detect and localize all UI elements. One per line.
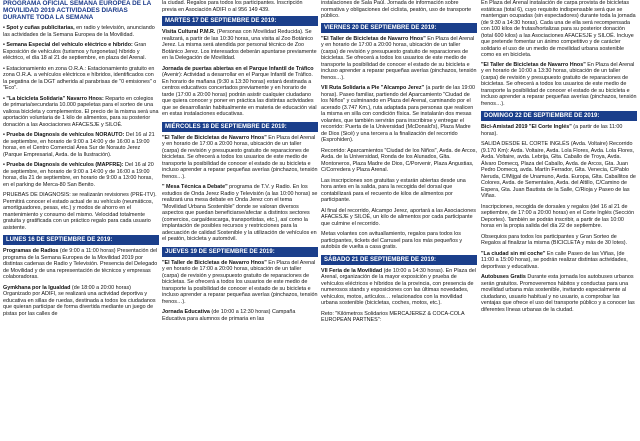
program-entry [481,124,637,137]
entry-text: (a partir de las 19:00 horas). Paseo familiar, partiendo del Aparcamiento "Ciudad de los Niños" y culminando en Plaza del Arenal, caminando por el acerado (3.747 Km.), ruta adaptada para personas que realicen la misma en silla con condición física. Se instalarán dos mesas volantes, que también servirán para inscribirse y entregar el recorrido: Puerta de la Universidad (McDonald's), Plaza Madre de Dios (Sicé) y una tercera a la finalización del recorrido (Esprohiden). [321,85,476,143]
entry-heading: Autobuses Gratis [481,274,526,280]
entry-heading: • Semana Especial del vehículo eléctrico e híbrido: [3,42,133,48]
entry-text: Reparto en colegios de primaria/secundaria 10.000 papeletas para el sorteo de una valiosa bicicleta y complementos. El precio de la misma será una aportación voluntaria de 1 kilo de alimentos, para su posterior donación a las Asociaciones AFACESJE y SILOÉ. [3,95,159,128]
entry-heading: • "La bicicleta Solidaria" Navarro Hnos: [3,95,104,102]
entry-text: Metas volantes con avituallamiento, regalos para todos los participantes, tickets del Carrusel para los más pequeños y autobús de vuelta a casa gratis. [321,231,463,250]
col4-items-1 [481,62,637,108]
program-entry [3,42,159,62]
col2-intro: la ciudad. Regalos para todos los participantes. Inscripción previa en Asociación ADIFI o al 956 149 439. [162,0,303,13]
program-entry [3,162,159,188]
program-entry [321,311,477,324]
col2-items-2 [162,135,318,243]
column-1 [3,0,159,441]
col1-items [3,25,159,231]
program-entry [481,141,637,200]
entry-heading: VII Feria de la Movilidad [321,267,383,274]
program-entry [3,285,159,318]
entry-heading: Visita Cultural P.M.R. [162,29,216,35]
entry-heading: Gymkhana por la Igualdad [3,284,71,291]
entry-text: En Plaza del Arenal y en horario de 17:00 a 20:00 horas, ubicación de un taller (carpa) de revisión y presupuesto gratuito de reparaciones de bicicletas. Se ofrecerá a todos los usuarios de este medio de transporte la posibilidad de conocer el estado de su bicicleta e incluso aprender a reparar pequeñas averías (pinchazos, tensión frenos…). [162,259,318,305]
program-entry [162,29,318,62]
program-entry [321,36,477,82]
column-4 [481,0,637,441]
day-header-thursday: JUEVES 19 DE SEPTIEMBRE DE 2019: [162,247,318,257]
entry-text: programa de T.V. y Radio. En los estudios de Onda Jerez Radio y Televisión (a las 10:00 horas) se realizará una mesa debate en Onda Jerez con el tema "Movilidad Urbana Sostenible" donde se valoran diversos aspectos que puedan beneficiarse/afectar a distintos sectores (comercios, carga/descarga, transportistas, etc.), así como la implantación de posibles recursos y restricciones para la adecuación de calidad Sostenible y la utilización de vehículos en el peatón, bicicleta y automóvil. [162,184,318,242]
day-header-sunday: DOMINGO 22 DE SEPTIEMBRE DE 2019: [481,111,637,121]
entry-heading: Jornada Educativa [162,309,210,315]
entry-text: Del 16 al 21 de septiembre, en horario de 9:00 a 14:00 y de 16:00 a 19:00 horas, en el Centro Comercial Área Sur de Norauto Jerez (Parque Empresarial, Avda. de la Ilustración). [3,132,155,158]
entry-heading: "El Taller de Bicicletas de Navarro Hnos" [162,134,267,141]
entry-text: Al final del recorrido, Alcampo Jerez, aportará a las Asociaciones AFACESJE y SILOÉ, un kilo de alimentos por cada participante que culmine el recorrido. [321,207,476,227]
program-entry [3,96,159,129]
entry-heading: • Spot y cuñas publicitarias, [3,25,75,31]
entry-heading: Programas de Radios [3,248,59,254]
column-3 [321,0,477,441]
day-header-wednesday: MIÉRCOLES 18 DE SEPTIEMBRE DE 2019: [162,122,318,132]
col3-items-2 [321,268,477,324]
entry-text: Obsequios para todos los participantes y Gran Sorteo de Regalos al finalizar la misma (BICICLETA y más de 30 lotes). [481,233,628,246]
program-entry [162,135,318,181]
entry-text: Inscripciones, recogida de dorsales y regalos (del 16 al 21 de septiembre, de 17:00 a 20:00 horas) en el Corte Inglés (Sección Deportes). También se podrán inscribir, a partir de las 10:00 horas en la propia salida del día 22 de septiembre. [481,203,635,229]
program-entry [481,204,637,230]
entry-heading: • Prueba de Diagnosis de vehículos NORAUTO: [3,132,125,138]
entry-text: (Personas con Movilidad Reducida). Se realizará, a partir de las 10:30 horas, una visita al Zoo Botánico Jerez. La misma será atendida por personal técnico de Zoo Botánico Jerez. Los interesados deberán apuntarse previamente en la Delegación de Movilidad. [162,29,317,61]
program-entry [481,251,637,271]
entry-heading: Bici-Amistad 2019 "El Corte Inglés" [481,124,572,130]
program-entry [3,25,159,38]
entry-heading: • Prueba de Diagnosis de vehículos (MAPFRE): [3,162,124,168]
entry-text: Las inscripciones son gratuitas y estarán abiertas desde una hora antes en la salida, para la recogida del dorsal que contabilizará para el recuento de kilos de alimentos por participante. [321,177,466,203]
entry-text: Durante esta jornada los autobuses urbanos serán gratuitos. Promoveremos hábitos y conductas para una movilidad urbana más sostenible, invitando especialmente al ciudadano, usuario habitual y no usuario, a comprobar las ventajas que ofrece el uso del transporte público y a conocer las diferentes líneas urbanas de la ciudad. [481,274,635,313]
entry-text: SALIDA DESDE EL CORTE INGLÉS (Avda. Voltaire) Recorrido (9.170 Km): Avda. Voltaire, Avda. Lola Flores, Avda. Lola Flores, Avda. Voltaire, avda. Lebrija, Glta. Caballo de Troya, Avda. Álvaro Domecq, Plaza del Caballo, Avda. de Arcos, Gta. Juan Pedro Domecq, avda. Martín Ferrador, Glta. Venecia, C/Pablo Neruda, C/Mijgal de Unamuno, Avda. Europa, Glta. Caballitos de Colores, Avda. de Sementales, Avda. del Altillo, C/Camino de Espera, Gta. Juan Bautista de la Salle, C/Rioja y Paseo de las Viñas. [481,141,636,199]
entry-heading: "El Taller de Bicicletas de Navarro Hnos" [162,259,267,266]
entry-text: Recorrido: Aparcamientos "Ciudad de los Niños", Avda. de Arcos, Avda. de la Universidad, Ronda de los Alunados, Glta. Montoneros, Plaza Madre de Dios, C/Porvenir, Plaza Angustias, C/Corredera y Plaza Arenal. [321,147,477,173]
program-entry [3,192,159,231]
entry-text: En Plaza del Arenal y en horario de 17:00 a 20:00 horas, ubicación de un taller (carpa) de revisión y presupuesto gratuito de reparaciones de bicicletas. Se ofrecerá a todos los usuarios de este medio de transporte la posibilidad de conocer el estado de su bicicleta e incluso aprender a reparar pequeñas averías (pinchazos, tensión frenos…). [321,35,477,81]
day-header-saturday: SÁBADO 21 DE SEPTIEMBRE DE 2019: [321,255,477,265]
program-entry [3,132,159,158]
program-entry [162,66,318,118]
entry-heading: "El Taller de Bicicletas de Navarro Hnos" [321,35,426,42]
program-entry [321,231,477,251]
col1-after [3,248,159,317]
entry-text: Del 16 al 20 de septiembre, en horario de 9:00 a 14:00 y de 16:00 a 19:00 horas, día 21 de septiembre, en horario de 9:00 a 13:00 horas, en el parking de Merca-80 San Benito. [3,162,154,188]
program-entry [162,309,318,322]
program-entry [481,234,637,247]
entry-text: Reto: "Kilómetros Solidarios MERCAJEREZ & COCA-COLA EUROPEAN PARTNES": [321,310,465,323]
program-entry [321,178,477,204]
col3-intro: instalaciones de Sala Paúl. Jornada de información sobre normativa y obligaciones del ciclista, peatón, uso de transporte público. [321,0,472,19]
col2-items-3 [162,260,318,323]
program-entry [3,66,159,92]
program-entry [162,184,318,243]
entry-heading: VII Ruta Solidaria a Pie "Alcampo Jerez" [321,85,425,91]
entry-text: En calle Paseo de las Viñas, (de 11:00 a 15:00 horas), se podrán realizar distintas actividades, deportivas y educativas. [481,250,628,270]
entry-text: (de 10:00 a 12:30 horas) Campaña Educativa para alumnos de primaria en las [162,309,296,322]
entry-text: (a partir de las 11:00 horas). [481,124,623,137]
entry-heading: Jornada de puertas abiertas en el Parque Infantil de Tráfico [162,65,314,72]
entry-text: PRUEBAS DE DIAGNOSIS: se realizarán revisiones (PRE-ITV). Permitirá conocer el estado actual de su vehículo (neumáticos, amortiguadores, pesas, etc.) y modos de ahorro en el mantenimiento y consumo del mismo. Velocidad totalmente gratuita y gratificada con un práctico regalo para cada usuario asistente. [3,192,157,231]
entry-text: en radio y televisión, anunciando las actividades de la Semana Europea de la Movilidad. [3,25,155,38]
entry-text: (de 9:00 a 11:00 horas) Presentación del programa de la Semana Europea de la Movilidad 2019 por distintas cadenas de Radio y Televisión. Presencia del Delegado de Movilidad y de una representación de técnicos y empresas colaboradoras. [3,248,158,280]
entry-text: • Estacionamiento en zona O.R.A.: Estacionamiento gratuito en zona O.R.A. a vehículos eléctricos e híbridos, identificados con la pegatina de la DGT adherida al parabrisas de "0 emisiones" o "Eco". [3,65,157,91]
program-entry [481,62,637,108]
entry-text: (Avenir): Actividad a desarrollar en el Parque Infantil de Tráfico. En horario de mañana (9:30 a 13:30 horas) estará destinada a centros educativos concertados previamente y en horario de tarde (17:00 a 20:00 horas) podrán asistir cualquier ciudadano que quiera conocer y poner en práctica las distintas actividades que se desarrollarán habitualmente en materia de educación vial en estas instalaciones educativas. [162,72,317,117]
entry-heading: "La ciudad sin mi coche" [481,250,546,257]
day-header-tuesday: MARTES 17 DE SEPTIEMBRE DE 2019: [162,16,318,26]
entry-text: En Plaza del Arenal y en horario de 17:00 a 20:00 horas, ubicación de un taller (carpa) de revisión y presupuesto gratuito de reparaciones de bicicletas. Se ofrecerá a todos los usuarios de este medio de transporte la posibilidad de conocer el estado de su bicicleta e incluso aprender a reparar pequeñas averías (pinchazos, tensión frenos…). [162,134,318,180]
day-header-monday: LUNES 16 DE SEPTIEMBRE DE 2019: [3,235,159,245]
entry-heading: " Mesa Técnica a Debate" [162,184,228,190]
col2-items-1 [162,29,318,118]
program-entry [162,260,318,306]
entry-text: Gran Exposición de vehículos (turismos y furgonetas) híbrido y eléctrico, el día 18 al 21 de septiembre, en plaza del Arenal. [3,42,147,61]
entry-text: (de 10:00 a 14:30 horas). En Plaza del Arenal, organización de la mayor exposición y prueba de vehículos eléctricos e híbridos de la provincia, con presencia de numerosos stands y exposiciones con las últimas novedades, vehículos, motos, artículos… relacionados con la movilidad urbana sostenible (bicicletas, coches, motos, etc.). [321,267,476,306]
column-2 [162,0,318,441]
col4-items-2 [481,124,637,313]
entry-heading: "El Taller de Bicicletas de Navarro Hnos" [481,61,586,68]
program-entry [3,248,159,281]
program-entry [321,148,477,174]
program-title: PROGRAMA OFICIAL SEMANA EUROPEA DE LA MOVILIDAD 2019 ACTIVIDADES DIARIAS DURANTE TODA LA SEMANA [3,0,152,21]
program-entry [321,268,477,307]
col4-intro: En Plaza del Arenal instalación de carpa provista de bicicletas estáticas (total 6), cuyo requisito indispensable será que se mantengan ocupadas (sin espectadores) durante toda la jornada (de 9:30 a 14:30 horas). Cada una de ella será recompensada con 100 kilos de frutas/hortalizas para su posterior donación (total 600 kilos) a las Asociaciones AFACESJE y SILOÉ. Incluye que pretende fomentar un ánimo competitivo y de carácter solidario el uso de un medio de movilidad urbana sostenible como es en bicicleta. [481,0,636,58]
program-entry [481,274,637,313]
program-entry [321,85,477,144]
entry-text: (de 18:00 a 20:00 horas) Organizado por ADIFI, se realizará una actividad deportiva y educativa en sillas de ruedas, destinada a todos los ciudadanos que quieran participar de forma divertida mediante un juego de pistas por las calles de [3,284,156,317]
col3-items-1 [321,36,477,251]
entry-text: En Plaza del Arenal y en horario de 10:00 a 13:30 horas, ubicación de un taller (carpa) de revisión y presupuesto gratuito de reparaciones de bicicletas. Se ofrecerá a todos los usuarios de este medio de transporte la posibilidad de conocer el estado de su bicicleta e incluso aprender a reparar pequeñas averías (pinchazos, tensión frenos…). [481,61,637,107]
program-entry [321,208,477,228]
day-header-friday: VIERNES 20 DE SEPTIEMBRE DE 2019: [321,23,477,33]
